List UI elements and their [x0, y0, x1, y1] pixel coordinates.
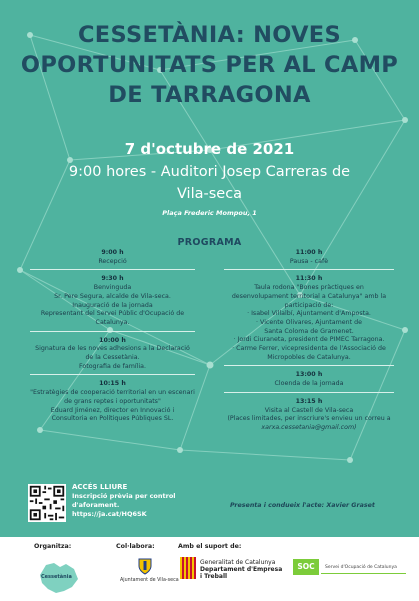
programme-time: 11:00 h	[295, 249, 323, 256]
support-label: Amb el suport de:	[178, 543, 242, 550]
access-line: d'aforament.	[72, 501, 120, 509]
programme-line: (Places limitades, per inscriure's envieu un correu a	[227, 415, 391, 423]
generalitat-text	[200, 559, 282, 580]
programme-line: Eduard Jiménez, director en Innovació i	[50, 406, 175, 414]
programme-time: 13:15 h	[295, 397, 323, 405]
programme-item	[224, 370, 394, 388]
programme-item	[224, 274, 394, 362]
programme-line: Signatura de les noves adhesions a la Declaració	[35, 345, 190, 353]
vila-seca-logo-text: Ajuntament de Vila-seca	[120, 578, 179, 583]
programme-line: Sr. Pere Segura, alcalde de Vila-seca.	[54, 292, 171, 300]
soc-logo: SOC	[293, 559, 319, 575]
event-title	[10, 20, 409, 110]
presenter-note: Presenta i condueix l'acte: Xavier Graset	[230, 502, 375, 509]
qr-code-icon[interactable]	[28, 484, 66, 522]
programme-line: desenvolupament territorial a Catalunya" amb la	[231, 292, 387, 300]
soc-logo-underline	[321, 573, 406, 574]
programme-heading: PROGRAMA	[177, 237, 242, 248]
programme-line: · Vicente Olivares, Ajuntament de	[256, 318, 362, 326]
programme-line: de la Cessetània.	[85, 354, 140, 362]
programme-line: Visita al Castell de Vila-seca	[264, 406, 354, 414]
event-date: 7 d'octubre de 2021	[124, 140, 295, 158]
divider	[224, 365, 394, 366]
programme-line: Pausa - cafè	[289, 257, 329, 265]
programme-time: 11:30 h	[295, 275, 323, 283]
programme-item	[30, 248, 195, 266]
divider	[30, 269, 195, 270]
programme-line: · Jordi Ciuraneta, president de PIMEC Tarragona.	[233, 336, 385, 344]
programme-line: · Isabel Villalbí, Ajuntament d'Amposta.	[247, 310, 371, 318]
programme-time: 10:00 h	[99, 336, 126, 344]
programme-time: 9:00 h	[101, 249, 124, 256]
programme-left-column	[30, 248, 195, 427]
divider	[224, 269, 394, 270]
programme-line: Cloenda de la jornada	[274, 380, 344, 388]
time-place-line: 9:00 hores - Auditori Josep Carreras de	[68, 164, 351, 180]
vila-seca-shield-icon	[137, 557, 153, 575]
organizer-label: Organitza:	[34, 543, 72, 550]
programme-line: Benvinguda	[93, 284, 132, 292]
programme-line: Santa Coloma de Gramenet.	[264, 327, 354, 335]
programme-line: Micropobles de Catalunya.	[267, 353, 351, 361]
programme-item	[30, 274, 195, 327]
divider	[30, 374, 195, 375]
programme-line: Inauguració de la jornada	[72, 301, 153, 309]
programme-item	[30, 379, 195, 424]
programme-line: Fotografia de família.	[78, 362, 147, 370]
programme-time: 13:00 h	[295, 371, 323, 379]
generalitat-line: i Treball	[200, 573, 228, 580]
generalitat-line: Departament d'Empresa	[200, 566, 283, 573]
divider	[224, 392, 394, 393]
programme-line: Recepció	[98, 257, 127, 265]
programme-line: participació de:	[284, 301, 334, 309]
programme-line: de grans reptes i oportunitats"	[64, 397, 161, 405]
programme-right-column	[224, 248, 394, 436]
programme-line: Consultoria en Polítiques Públiques SL.	[51, 415, 174, 423]
programme-line: "Estratègies de cooperació territorial en un escenari	[30, 389, 195, 397]
event-time-place	[20, 161, 399, 205]
title-line: OPORTUNITATS PER AL CAMP	[20, 52, 399, 78]
programme-time: 9:30 h	[101, 275, 124, 283]
access-info	[72, 483, 176, 519]
programme-item	[224, 248, 394, 266]
generalitat-line: Generalitat de Catalunya	[200, 559, 276, 566]
divider	[30, 331, 195, 332]
access-line: Inscripció prèvia per control	[72, 492, 176, 500]
contact-email[interactable]: xarxa.cessetania@gmail.com)	[261, 423, 357, 431]
programme-line: · Carme Ferrer, vicepresidenta de l'Associació de	[232, 345, 386, 353]
registration-link[interactable]: https://ja.cat/HQ6SK	[72, 510, 147, 518]
time-place-line: Vila-seca	[176, 186, 243, 202]
access-title: ACCÉS LLIURE	[72, 483, 128, 491]
sponsors-footer	[0, 537, 419, 601]
collaborator-label: Col·labora:	[116, 543, 155, 550]
cessetania-logo-text: Cessetània	[41, 574, 72, 580]
title-line: DE TARRAGONA	[108, 82, 311, 108]
event-address: Plaça Frederic Mompou, 1	[162, 209, 257, 217]
programme-item	[30, 336, 195, 372]
programme-time: 10:15 h	[99, 380, 126, 388]
title-line: CESSETÀNIA: NOVES	[78, 22, 341, 48]
programme-item	[224, 397, 394, 433]
programme-line: Catalunya.	[95, 318, 130, 326]
programme-line: Representant del Servei Públic d'Ocupació de	[40, 310, 185, 318]
programme-line: Taula rodona "Bones pràctiques en	[254, 284, 364, 292]
generalitat-flag-icon	[180, 557, 196, 579]
soc-logo-text: Servei d'Ocupació de Catalunya	[325, 565, 397, 570]
